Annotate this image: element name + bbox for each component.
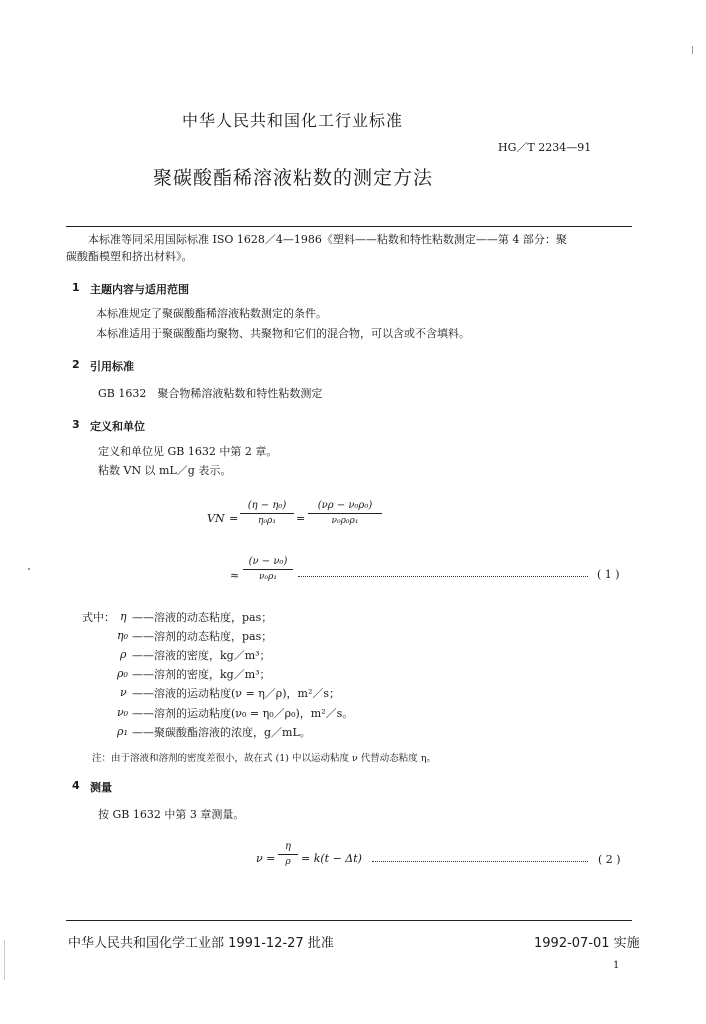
where-symbol-6: ν₀ <box>117 706 129 719</box>
issuer-approval: 中华人民共和国化学工业部 1991-12-27 批准 <box>68 936 334 951</box>
scan-mark <box>28 568 30 570</box>
intro-line-2: 碳酸酯模塑和挤出材料》。 <box>66 250 193 263</box>
section-3-number: 3 <box>72 418 80 431</box>
eq1-approx-2: ≈ <box>230 569 240 582</box>
eq1-fraction-1-denominator: η₀ρ₁ <box>240 513 294 526</box>
section-3-para-2: 粘数 VN 以 mL／g 表示。 <box>98 464 232 477</box>
section-2-number: 2 <box>72 358 80 371</box>
eq1-fraction-1 <box>240 500 294 526</box>
eq2-rhs: = k(t − Δt) <box>301 852 362 865</box>
eq1-fraction-3 <box>243 556 293 582</box>
where-symbol-5: ν <box>120 686 127 699</box>
eq2-fraction <box>278 841 298 867</box>
where-symbol-2: η₀ <box>117 629 128 642</box>
section-3-para-1: 定义和单位见 GB 1632 中第 2 章。 <box>98 445 278 458</box>
section-4-para-1: 按 GB 1632 中第 3 章测量。 <box>98 808 245 821</box>
where-desc-2: ——溶剂的动态粘度，pas； <box>132 630 273 643</box>
section-1-para-2: 本标准适用于聚碳酸酯均聚物、共聚物和它们的混合物，可以含或不含填料。 <box>96 327 470 340</box>
eq1-fraction-2 <box>308 500 382 526</box>
eq2-fraction-denominator: ρ <box>278 854 298 867</box>
section-3-title: 定义和单位 <box>90 420 145 433</box>
eq1-equals: = <box>229 512 239 525</box>
eq1-approx-1: = <box>296 512 306 525</box>
document-title: 聚碳酸酯稀溶液粘数的测定方法 <box>153 167 434 189</box>
effective-date: 1992-07-01 实施 <box>534 936 640 951</box>
where-symbol-3: ρ <box>120 648 127 661</box>
section-4-title: 测量 <box>90 781 112 794</box>
where-desc-4: ——溶剂的密度，kg／m³； <box>132 668 271 681</box>
where-desc-5: ——溶液的运动粘度(ν = η／ρ)，m²／s； <box>132 687 341 700</box>
section-4-number: 4 <box>72 779 80 792</box>
where-symbol-4: ρ₀ <box>117 667 128 680</box>
standard-category-header: 中华人民共和国化工行业标准 <box>182 111 404 130</box>
eq1-leader-dots <box>298 576 588 577</box>
eq1-fraction-1-numerator: (η − η₀) <box>247 500 287 511</box>
where-desc-7: ——聚碳酸酯溶液的浓度，g／mL。 <box>132 726 311 739</box>
eq1-fraction-2-denominator: ν₀ρ₀ρ₁ <box>308 513 382 526</box>
eq2-label: ( 2 ) <box>598 853 621 866</box>
where-desc-6: ——溶剂的运动粘度(ν₀ = η₀／ρ₀)，m²／s。 <box>132 707 354 720</box>
scan-mark <box>4 940 5 980</box>
eq1-fraction-3-denominator: ν₀ρ₁ <box>243 569 293 582</box>
eq1-fraction-3-numerator: (ν − ν₀) <box>248 556 288 567</box>
where-desc-1: ——溶液的动态粘度，pas； <box>132 611 273 624</box>
eq1-label: ( 1 ) <box>597 568 620 581</box>
section-1-title: 主题内容与适用范围 <box>90 283 189 296</box>
eq2-leader-dots <box>372 861 588 862</box>
bottom-divider <box>66 920 632 921</box>
where-note: 注：由于溶液和溶剂的密度差很小，故在式 (1) 中以运动粘度 ν 代替动态粘度 η。 <box>92 753 437 764</box>
where-symbol-1: η <box>120 610 127 623</box>
scan-mark <box>692 46 693 54</box>
page-number: 1 <box>613 960 620 971</box>
section-1-number: 1 <box>72 281 80 294</box>
top-divider <box>66 226 632 227</box>
section-1-para-1: 本标准规定了聚碳酸酯稀溶液粘数测定的条件。 <box>96 307 327 320</box>
eq1-fraction-2-numerator: (νρ − ν₀ρ₀) <box>317 500 373 511</box>
section-2-title: 引用标准 <box>90 360 134 373</box>
intro-line-1: 本标准等同采用国际标准 ISO 1628／4—1986《塑料——粘数和特性粘数测定——第 4 部分：聚 <box>88 233 567 246</box>
eq2-lhs: ν = <box>256 852 276 865</box>
eq1-lhs: VN <box>207 512 225 525</box>
where-symbol-7: ρ₁ <box>117 725 128 738</box>
standard-code: HG／T 2234—91 <box>498 141 592 154</box>
section-2-para-1: GB 1632 聚合物稀溶液粘数和特性粘数测定 <box>98 387 323 400</box>
where-desc-3: ——溶液的密度，kg／m³； <box>132 649 271 662</box>
where-intro: 式中： <box>82 611 115 624</box>
eq2-fraction-numerator: η <box>285 841 291 852</box>
